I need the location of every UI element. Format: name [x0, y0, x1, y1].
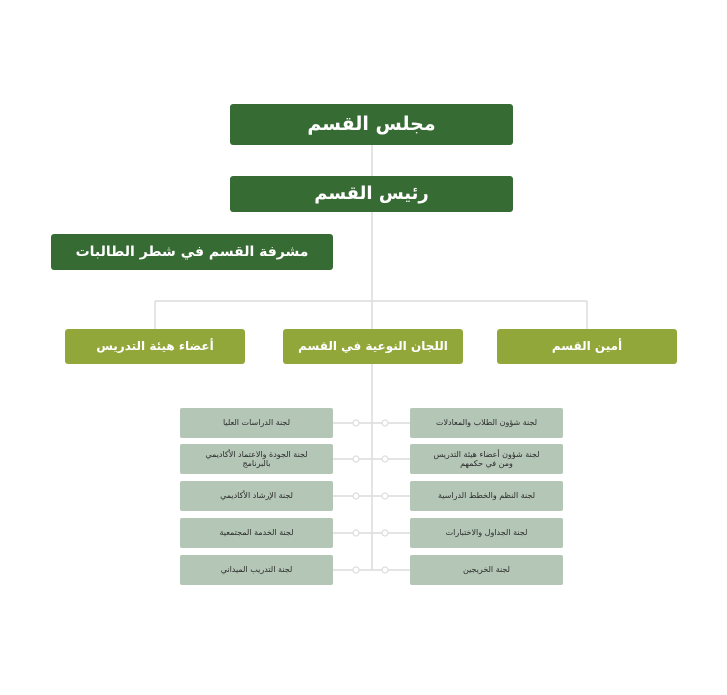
committee-right-2	[410, 444, 563, 474]
committee-left-5	[180, 555, 333, 585]
female-supervisor-label: مشرفة القسم في شطر الطالبات	[75, 243, 309, 260]
council-box	[230, 104, 513, 145]
committee-right-5	[410, 555, 563, 585]
committee-label: لجنة الإرشاد الأكاديمي	[220, 491, 293, 501]
committee-label: لجنة شؤون الطلاب والمعادلات	[435, 418, 538, 428]
committee-left-4	[180, 518, 333, 548]
faculty-label: أعضاء هيئة التدريس	[96, 339, 214, 354]
head-box	[230, 176, 513, 212]
committee-left-1	[180, 408, 333, 438]
female-supervisor-box	[51, 234, 333, 270]
committee-label: لجنة الدراسات العليا	[222, 418, 291, 428]
committee-right-3	[410, 481, 563, 511]
committee-left-3	[180, 481, 333, 511]
committee-right-4	[410, 518, 563, 548]
secretary-label: أمين القسم	[551, 339, 623, 354]
committee-label: لجنة الخدمة المجتمعية	[219, 528, 294, 538]
secretary-box	[497, 329, 677, 364]
committees-group-box	[283, 329, 463, 364]
committee-label: لجنة الجداول والاختبارات	[445, 528, 528, 538]
committee-label: لجنة النظم والخطط الدراسية	[437, 491, 536, 501]
committees-group-label: اللجان النوعية في القسم	[298, 339, 448, 354]
committee-left-2	[180, 444, 333, 474]
committee-right-1	[410, 408, 563, 438]
committee-label: لجنة شؤون أعضاء هيئة التدريس ومن في حكمهم	[433, 449, 540, 468]
committee-label: لجنة الخريجين	[463, 565, 510, 575]
committee-label: لجنة التدريب الميداني	[220, 565, 293, 575]
committee-label: لجنة الجودة والاعتماد الأكاديمي بالبرنامج	[205, 449, 308, 468]
faculty-box	[65, 329, 245, 364]
head-label: رئيس القسم	[314, 183, 429, 205]
council-label: مجلس القسم	[307, 113, 436, 136]
